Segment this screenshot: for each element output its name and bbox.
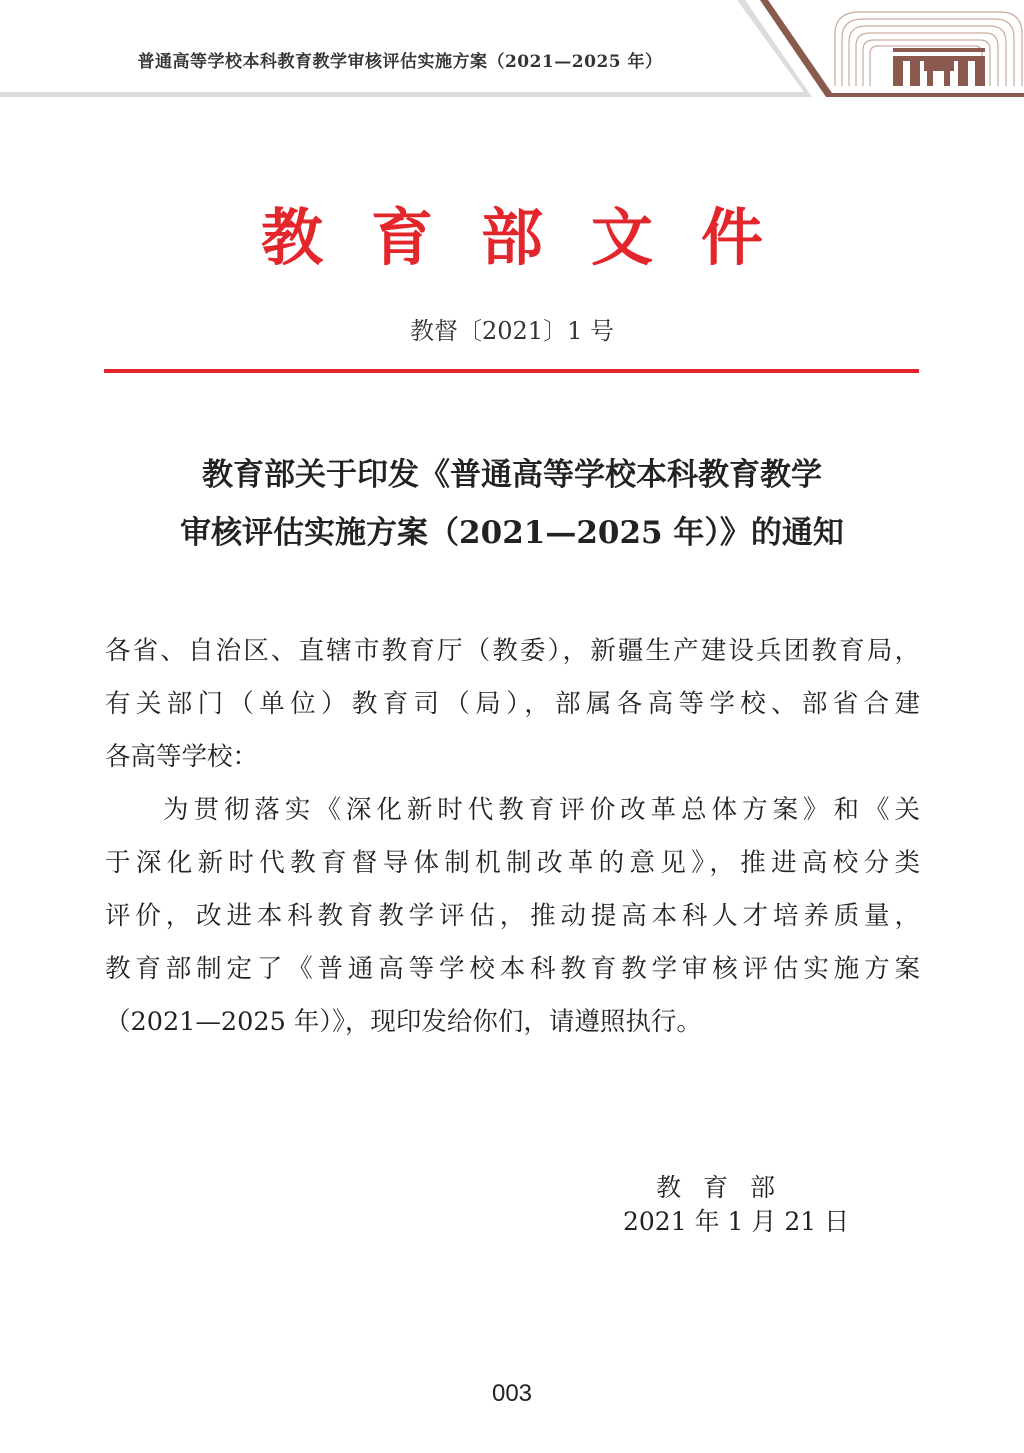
body-line: 教育部制定了《普通高等学校本科教育教学审核评估实施方案 bbox=[105, 954, 920, 983]
running-header bbox=[0, 0, 1024, 100]
body-line: 于深化新时代教育督导体制机制改革的意见》，推进高校分类 bbox=[105, 848, 920, 877]
body-line: 有关部门（单位）教育司（局），部属各高等学校、部省合建 bbox=[105, 689, 920, 718]
body-line: 各省、自治区、直辖市教育厅（教委），新疆生产建设兵团教育局， bbox=[105, 636, 920, 665]
document-number: 教督〔2021〕1 号 bbox=[410, 317, 614, 345]
notice-title-line-1: 教育部关于印发《普通高等学校本科教育教学 bbox=[202, 457, 822, 493]
body-line: 各高等学校： bbox=[105, 742, 259, 772]
signature-organization: 教育部 bbox=[656, 1173, 798, 1202]
body-line: 评价，改进本科教育教学评估，推动提高本科人才培养质量， bbox=[105, 901, 920, 930]
page-number: 003 bbox=[491, 1380, 533, 1407]
running-header-title: 普通高等学校本科教育教学审核评估实施方案（2021—2025 年） bbox=[137, 52, 663, 72]
document-issuer-heading: 教育部文件 bbox=[260, 201, 811, 274]
red-divider bbox=[104, 369, 919, 373]
signature-date: 2021 年 1 月 21 日 bbox=[623, 1207, 850, 1236]
building-emblem-icon bbox=[893, 48, 985, 86]
body-line: 为贯彻落实《深化新时代教育评价改革总体方案》和《关 bbox=[163, 795, 920, 824]
body-line: （2021—2025 年）》，现印发给你们，请遵照执行。 bbox=[105, 1007, 702, 1037]
notice-title-line-2: 审核评估实施方案（2021—2025 年）》的通知 bbox=[180, 515, 844, 551]
